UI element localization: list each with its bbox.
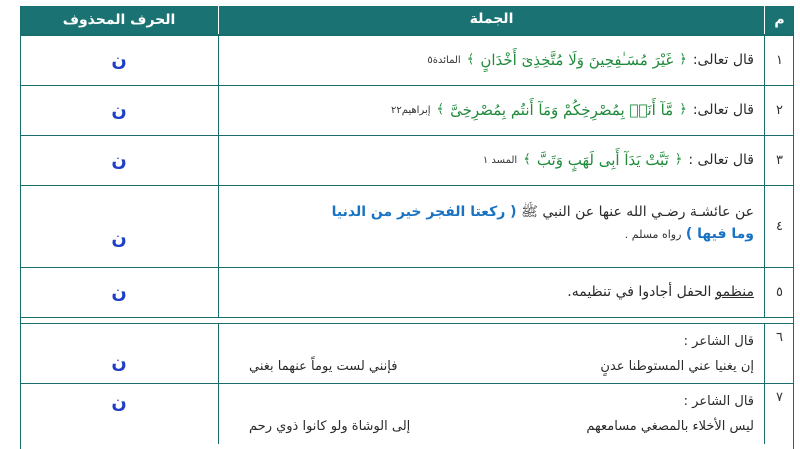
sentence-cell [218,36,764,85]
header-number: م [764,6,794,34]
poem-verse [229,355,754,380]
grammar-table [20,6,794,444]
hadith-text-2: وما فيها ) [685,225,754,242]
deleted-letter: ن [111,150,127,171]
table-row [20,86,794,136]
table-row [20,384,794,444]
verse-reference: المائدة٥ [427,54,461,66]
deleted-letter-cell [20,268,218,317]
underlined-word: منظمو [715,283,754,300]
row-number: ٢ [764,86,794,135]
verse-reference: المسد ١ [482,154,518,166]
quote-intro: قال تعالى: [692,51,754,68]
table-row [20,186,794,268]
deleted-letter-cell [20,384,218,444]
hemistich-second: إلى الوشاة ولو كانوا ذوي رحم [249,418,411,434]
open-bracket-icon: ﴿ [679,52,687,68]
hadith-reference: رواه مسلم . [624,227,682,241]
row-number: ٤ [764,186,794,267]
quran-verse: مَّآ أَنَا۠ بِمُصْرِخِكُمْ وَمَآ أَنتُم بِمُصْرِخِىَّ [450,101,674,119]
deleted-letter: ن [111,392,127,413]
hadith-text-1: ( ركعتا الفجر خير من الدنيا [331,204,517,220]
hemistich-second: فإنني لست يوماً عنهما بغني [249,358,398,374]
deleted-letter-cell [20,186,218,267]
quran-verse: تَبَّتْ يَدَآ أَبِى لَهَبٍ وَتَبَّ [536,151,669,169]
quran-verse: غَيْرَ مُسَـٰفِحِينَ وَلَا مُتَّخِذِىٓ أَخْدَانٍ [480,51,674,69]
deleted-letter: ن [111,100,127,121]
open-bracket-icon: ﴿ [679,102,687,118]
hemistich-first: إن يغنيا عني المستوطنا عدنٍ [600,358,754,374]
row-number: ٣ [764,136,794,185]
table-row [20,324,794,384]
hadith-intro: عن عائشـة رضـي الله عنها عن النبي ﷺ [521,204,754,220]
poet-intro: قال الشاعر : [683,394,754,409]
deleted-letter: ن [111,352,127,373]
table-row [20,136,794,186]
sentence-cell [218,186,764,267]
sentence-cell [218,268,764,317]
poet-intro: قال الشاعر : [683,334,754,349]
close-bracket-icon: ﴾ [466,52,475,68]
header-deleted-letter: الحرف المحذوف [62,12,176,28]
table-row [20,268,794,318]
header-sentence: الجملة [218,6,764,34]
row-number: ٥ [764,268,794,317]
row-number: ٧ [764,384,794,444]
open-bracket-icon: ﴿ [674,152,683,168]
sentence-cell [218,384,764,444]
verse-reference: إبراهيم٢٢ [390,104,431,116]
sentence-text: الحفل أجادوا في تنظيمه. [567,283,712,300]
poem-verse [229,415,754,440]
deleted-letter-cell [20,36,218,85]
row-number: ١ [764,36,794,85]
deleted-letter: ن [111,228,127,249]
deleted-letter-cell [20,136,218,185]
close-bracket-icon: ﴾ [523,152,531,168]
table-header [20,6,794,36]
row-number: ٦ [764,324,794,383]
deleted-letter: ن [111,282,127,303]
table-row [20,36,794,86]
deleted-letter: ن [111,50,127,71]
quote-intro: قال تعالى : [688,151,754,168]
hemistich-first: ليس الأخلاء بالمصغي مسامعهم [586,418,754,434]
deleted-letter-cell [20,324,218,383]
close-bracket-icon: ﴾ [436,102,445,118]
sentence-cell [218,86,764,135]
sentence-cell [218,324,764,383]
sentence-cell [218,136,764,185]
quote-intro: قال تعالى: [692,101,754,118]
deleted-letter-cell [20,86,218,135]
